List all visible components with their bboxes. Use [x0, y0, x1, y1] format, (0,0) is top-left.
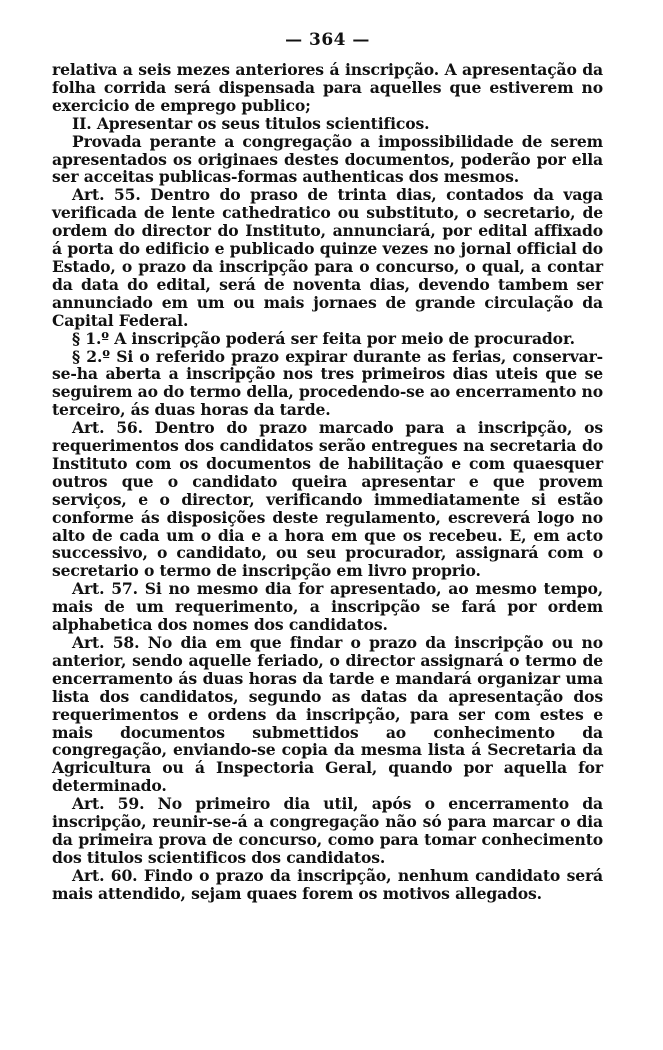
paragraph-art-60: Art. 60. Findo o prazo da inscripção, nenhum candidato será mais attendido, sejam quaes forem os motivos allegados.: [52, 865, 603, 903]
paragraph-art-56: Art. 56. Dentro do prazo marcado para a inscripção, os requerimentos dos candidatos serão entregues na secretaria do Instituto com os documentos de habilitação e com quaesquer outros que o candidato queira apresentar e que provem serviços, e o director, verificando immediatamente si estão conforme ás disposições deste regulamento, escreverá logo no alto de cada um o dia e a hora em que os recebeu. E, em acto successivo, o candidato, ou seu procurador, assignará com o secretario o termo de inscripção em livro proprio.: [52, 418, 603, 581]
paragraph-art-55-s1: § 1.º A inscripção poderá ser feita por meio de procurador.: [72, 328, 575, 348]
document-page: [52, 30, 603, 903]
page-number: — 364 —: [285, 30, 370, 50]
paragraph-art-57: Art. 57. Si no mesmo dia for apresentado, ao mesmo tempo, mais de um requerimento, a inscripção se fará por ordem alphabetica dos nomes dos candidatos.: [52, 579, 603, 635]
paragraph-art-55: Art. 55. Dentro do praso de trinta dias, contados da vaga verificada de lente cathedratico ou substituto, o secretario, de ordem do director do Instituto, annunciará, por edital affixado á porta do edificio e publicado quinze vezes no jornal official do Estado, o prazo da inscripção para o concurso, o qual, a contar da data do edital, será de noventa dias, devendo tambem ser annunciado em um ou mais jornaes de grande circulação da Capital Federal.: [52, 185, 603, 330]
paragraph-art-59: Art. 59. No primeiro dia util, após o encerramento da inscripção, reunir-se-á a congregação não só para marcar o dia da primeira prova de concurso, como para tomar conhecimento dos titulos scientificos dos candidatos.: [52, 794, 603, 867]
paragraph-item-ii: II. Apresentar os seus titulos scientificos.: [72, 113, 430, 133]
paragraph-art-55-s2: § 2.º Si o referido prazo expirar durante as ferias, conservar-se-ha aberta a inscripção nos tres primeiros dias uteis que se seguirem ao do termo della, procedendo-se ao encerramento no terceiro, ás duas horas da tarde.: [52, 346, 603, 420]
paragraph-art-58: Art. 58. No dia em que findar o prazo da inscripção ou no anterior, sendo aquelle feriado, o director assignará o termo de encerramento ás duas horas da tarde e mandará organizar uma lista dos candidatos, segundo as datas da apresentação dos requerimentos e ordens da inscripção, para ser com estes e mais documentos submettidos ao conhecimento da congregação, enviando-se copia da mesma lista á Secretaria da Agricultura ou á Inspectoria Geral, quando por aquella for determinado.: [52, 633, 603, 796]
paragraph-continuation: relativa a seis mezes anteriores á inscripção. A apresentação da folha corrida será dispensada para aquelles que estiverem no exercicio de emprego publico;: [52, 60, 603, 115]
paragraph-provada: Provada perante a congregação a impossibilidade de serem apresentados os originaes destes documentos, poderão por ella ser acceitas publicas-formas authenticas dos mesmos.: [52, 131, 603, 187]
